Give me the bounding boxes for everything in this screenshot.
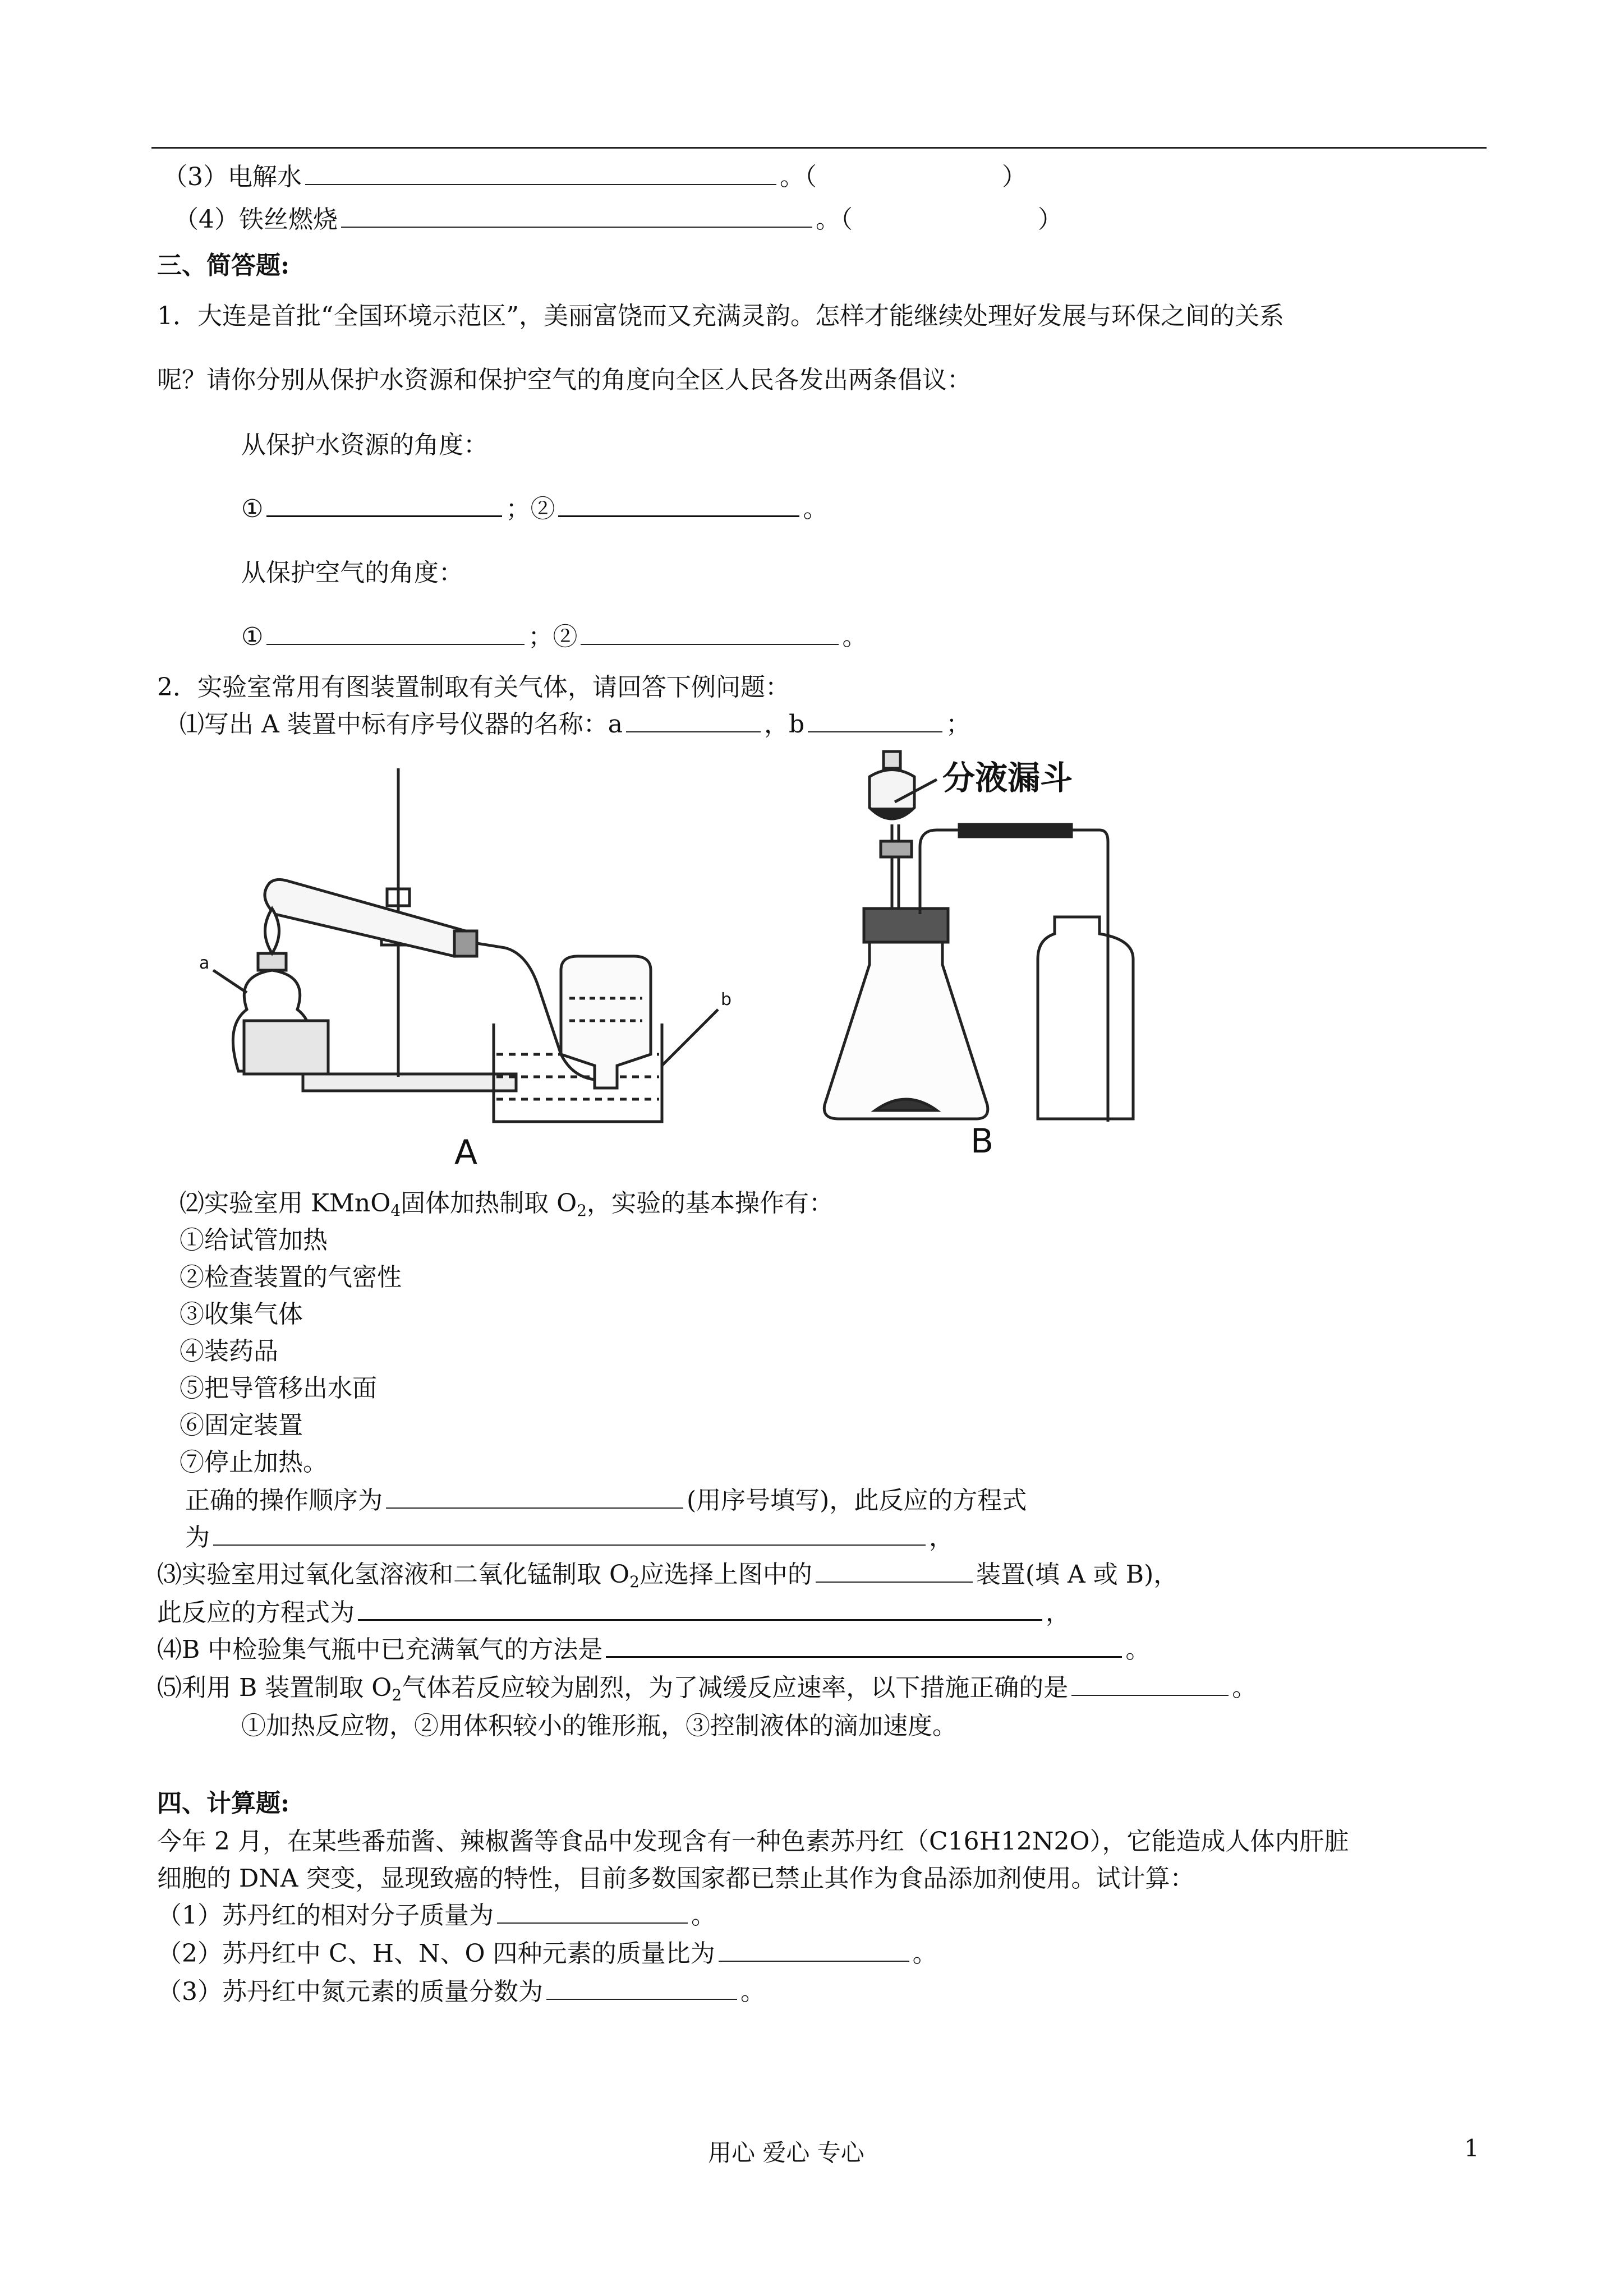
step-3: ③收集气体 <box>180 1300 303 1329</box>
q2-sub3-line: ⑶实验室用过氧化氢溶液和二氧化锰制取 $O_2$应选择上图中的 装置(填 A 或 B)， <box>157 1560 1179 1591</box>
answer-blank-a[interactable] <box>626 731 761 732</box>
step-1: ①给试管加热 <box>180 1226 328 1255</box>
section3-title: 三、简答题: <box>157 251 290 280</box>
page-number: 1 <box>1464 2134 1479 2162</box>
apparatus-a-drawing <box>191 763 752 1178</box>
calc-line1: 今年 2 月，在某些番茄酱、辣椒酱等食品中发现含有一种色素苏丹红（C16H12N2O），它能造成人体内肝脏 <box>157 1827 1349 1856</box>
water-answer-2[interactable] <box>558 515 799 517</box>
mass-ratio-answer[interactable] <box>719 1960 909 1962</box>
oxygen-test-answer[interactable] <box>606 1656 1122 1658</box>
calc-q2-line: （2）苏丹红中 C、H、N、O 四种元素的质量比为 。 <box>157 1939 937 1968</box>
nitrogen-fraction-answer[interactable] <box>546 1998 737 2000</box>
label-a-pointer: a <box>199 953 210 973</box>
q2-sub2-line: ⑵实验室用 KMnO$_4$固体加热制取 $O_2$，实验的基本操作有： <box>180 1189 834 1220</box>
label-b-pointer: b <box>721 990 732 1009</box>
calc-q3-line: （3）苏丹红中氮元素的质量分数为 。 <box>157 1977 765 2006</box>
figure-a-label: A <box>454 1133 478 1172</box>
order-line: 正确的操作顺序为 (用序号填写)，此反应的方程式 <box>185 1486 1027 1515</box>
equation-line: 为 ， <box>185 1523 954 1552</box>
q4-iron-line: （4）铁丝燃烧 。（ ） <box>174 205 1062 234</box>
apparatus-b-drawing <box>808 746 1223 1183</box>
air-answer-1[interactable] <box>266 643 525 645</box>
order-answer[interactable] <box>386 1507 683 1509</box>
section4-title: 四、计算题: <box>157 1789 290 1818</box>
air-answers-line: ① ；② 。 <box>241 623 867 651</box>
water-answers-line: ① ；② 。 <box>241 495 828 523</box>
q1-line1: 1．大连是首批“全国环境示范区”，美丽富饶而又充满灵韵。怎样才能继续处理好发展与环保之间的关系 <box>157 302 1284 330</box>
molecular-mass-answer[interactable] <box>497 1922 688 1924</box>
q2-sub5-options: ①加热反应物，②用体积较小的锥形瓶，③控制液体的滴加速度。 <box>241 1712 957 1740</box>
water-angle: 从保护水资源的角度： <box>241 431 488 459</box>
water-answer-1[interactable] <box>266 515 502 517</box>
step-5: ⑤把导管移出水面 <box>180 1374 377 1403</box>
equation-answer-2[interactable] <box>358 1619 1042 1621</box>
q2-sub4-line: ⑷B 中检验集气瓶中已充满氧气的方法是 。 <box>157 1635 1151 1664</box>
apparatus-a-figure <box>191 763 752 1178</box>
q2-sub1-line: ⑴写出 A 装置中标有序号仪器的名称：a ，b ； <box>180 710 971 739</box>
equation-answer[interactable] <box>213 1544 926 1546</box>
header-rule <box>151 147 1487 149</box>
measure-answer[interactable] <box>1071 1694 1229 1696</box>
q2-sub3-line2: 此反应的方程式为 ， <box>157 1598 1070 1627</box>
footer-center: 用心 爱心 专心 <box>708 2139 864 2166</box>
apparatus-b-figure <box>808 746 1223 1183</box>
q2-sub5-line: ⑸利用 B 装置制取 $O_2$气体若反应较为剧烈，为了减缓反应速率，以下措施正确的是 。 <box>157 1673 1257 1704</box>
q3-electrolysis-line: （3）电解水 。（ ） <box>163 163 1027 191</box>
answer-blank[interactable] <box>341 226 812 228</box>
calc-q1-line: （1）苏丹红的相对分子质量为 。 <box>157 1901 716 1930</box>
step-2: ②检查装置的气密性 <box>180 1263 402 1292</box>
figure-b-label: B <box>970 1122 994 1161</box>
answer-blank[interactable] <box>305 183 776 185</box>
step-6: ⑥固定装置 <box>180 1411 303 1440</box>
q2-line1: 2．实验室常用有图装置制取有关气体，请回答下例问题： <box>157 673 790 702</box>
air-answer-2[interactable] <box>581 643 839 645</box>
step-4: ④装药品 <box>180 1337 278 1366</box>
funnel-label: 分液漏斗 <box>942 759 1073 797</box>
step-7: ⑦停止加热。 <box>180 1448 328 1477</box>
air-angle: 从保护空气的角度： <box>241 559 463 587</box>
device-answer[interactable] <box>816 1581 973 1583</box>
q1-line2: 呢？请你分别从保护水资源和保护空气的角度向全区人民各发出两条倡议： <box>157 366 972 394</box>
calc-line2: 细胞的 DNA 突变，显现致癌的特性，目前多数国家都已禁止其作为食品添加剂使用。试计算： <box>157 1864 1195 1893</box>
answer-blank-b[interactable] <box>808 731 942 732</box>
